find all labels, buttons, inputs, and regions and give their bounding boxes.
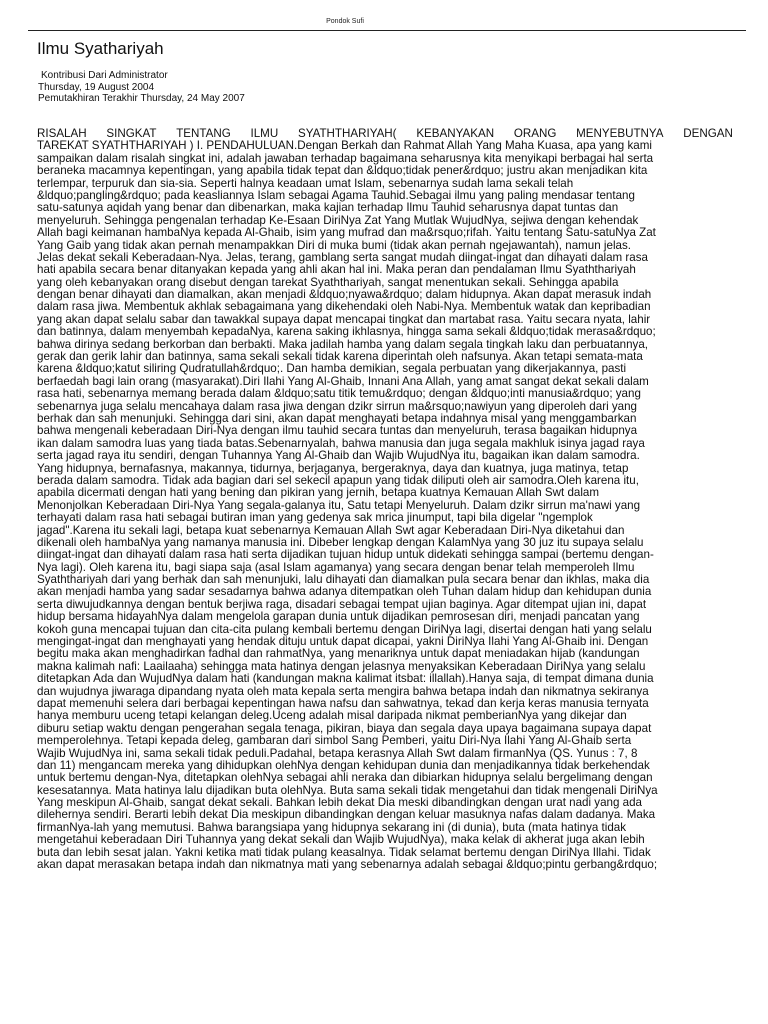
article-body-line: kokoh guna mencapai tujuan dan cita-cita pulang kembali bertemu dengan DiriNya lagi, disertai dengan hati yang selalu xyxy=(37,622,652,636)
article-body-word: RISALAH xyxy=(37,128,87,140)
article-body-line: bahwa mengenali keberadaan Diri-Nya dengan ilmu tauhid secara tuntas dan menyeluruh, terasa bagaikan hidupnya xyxy=(37,424,638,438)
article-body-line: jagad".Karena itu sekali lagi, betapa kuat sebenarnya Kemauan Allah Swt agar Keberadaan Diri-Nya diketahui dan xyxy=(37,523,625,537)
article-body-line: satu-satunya aqidah yang benar dan dibenarkan, maka kajian terhadap Ilmu Tauhid seharusnya dapat tuntas dan xyxy=(37,201,619,215)
article-body-line: hati apabila secara benar ditanyakan kepada yang ahli akan hal ini. Maka peran dan pendalaman Ilmu Syaththariyah xyxy=(37,263,636,277)
last-updated: Pemutakhiran Terakhir Thursday, 24 May 2007 xyxy=(38,93,245,104)
article-body-line: akan menjadi hamba yang sadar sesadarnya bahwa adanya ditempatkan oleh Tuhan dalam hidup dan kehidupan dunia xyxy=(37,585,652,599)
article-body-line: diburu setiap waktu dengan pengerahan segala tenaga, pikiran, biaya dan segala daya upaya bagaimana supaya dapat xyxy=(37,721,652,735)
article-body-word: MENYEBUTNYA xyxy=(576,128,664,140)
article-body-word: SYATHTHARIYAH( xyxy=(297,128,397,140)
article-body-line: kesesatannya. Mata hatinya lalu dijadikan buta olehNya. Buta sama sekali tidak mengetahui dan tidak mengenali DiriNya xyxy=(37,783,658,797)
article-body-word: ORANG xyxy=(513,128,557,140)
article-body-line: yang oleh kebanyakan orang disebut dengan tarekat Syaththariyah, sangat menentukan sekali. Sehingga apabila xyxy=(37,275,619,289)
article-body-lines xyxy=(37,140,768,871)
site-name: Pondok Sufi xyxy=(326,18,364,25)
article-body-line: begitu maka akan menghadirkan fadhal dan rahmatNya, yang menariknya untuk dapat meniadakan hijab (kandungan xyxy=(37,647,640,661)
article-body-line: Menonjolkan Keberadaan Diri-Nya Yang segala-galanya itu, Satu tetapi Menyeluruh. Dalam dzikr sirrun ma'nawi yang xyxy=(37,498,641,512)
article-body-line: Yang meskipun Al-Ghaib, sangat dekat sekali. Bahkan lebih dekat Dia meski dibandingkan dengan urat nadi yang ada xyxy=(37,796,642,810)
article-body-line: untuk bertemu dengan-Nya, ditetapkan olehNya sebagai ahli neraka dan dibiarkan hidupnya selalu bergelimang dengan xyxy=(37,771,653,785)
article-body-line: ditetapkan Ada dan WujudNya dalam hati (kandungan makna kalimat itsbat: illallah).Hanya saja, di tempat dimana dunia xyxy=(37,672,654,686)
article-body-line: terhayati dalam rasa hati sebagai butiran iman yang gedenya sak mrica jinumput, tapi bila digelar "ngemplok xyxy=(37,511,593,525)
article-body-line: makna kalimah nafi: Laailaaha) sehingga mata hatinya dengan jelasnya menyaksikan Keberadaan DiriNya yang selalu xyxy=(37,659,646,673)
article-body-line: ikan dalam samodra luas yang tiada batas.Sebenarnyalah, bahwa manusia dan juga segala makhluk isinya jagad raya xyxy=(37,436,645,450)
article-body-line: gerak dan gerik lahir dan batinnya, sama sekali sekali tidak karena diperintah oleh nafsunya. Akan tetapi semata-mata xyxy=(37,350,643,364)
article-body-line: Yang hidupnya, bernafasnya, makannya, tidurnya, berjaganya, bergeraknya, daya dan kuatnya, juga matinya, tetap xyxy=(37,461,629,475)
header-divider xyxy=(28,30,746,31)
article-body-line: diingat-ingat dan dihayati dalam rasa hati serta dijadikan tujuan hidup untuk didekati sehingga sampai (bertemu dengan- xyxy=(37,548,654,562)
article-body-line: buta dan lebih sesat jalan. Yakni ketika mati tidak pulang keasalnya. Tidak selamat bertemu dengan DiriNya Illahi. Tidak xyxy=(37,845,651,859)
article-body-line: dan wujudnya jiwaraga dipandang nyata oleh mata kepala serta mengira bahwa betapa indah dan nikmatnya sekiranya xyxy=(37,684,649,698)
page-header xyxy=(0,18,690,25)
article-body-line: &ldquo;pangling&rdquo; pada keasliannya Islam sebagai Agama Tauhid.Sebagai ilmu yang paling mendasar tentang xyxy=(37,188,635,202)
article-body-line: dan 11) mengancam mereka yang dihidupkan olehNya dengan kehidupan dunia dan menjadikannya tidak berkehendak xyxy=(37,758,650,772)
article-body-line: dikenali oleh hambaNya yang namanya manusia ini. Dibeber lengkap dengan KalamNya yang 30 juz itu supaya selalu xyxy=(37,535,644,549)
article-title: Ilmu Syathariyah xyxy=(37,39,164,58)
publish-date: Thursday, 19 August 2004 xyxy=(38,81,155,93)
article-body-line: mengingat-ingat dan menghayati yang hendak dituju untuk dapat dicapai, yakni DiriNya Ilahi Yang Al-Ghaib ini. Dengan xyxy=(37,635,649,649)
article-body-line: Allah bagi keimanan hambaNya kepada Al-Ghaib, isim yang mufrad dan ma&rsquo;rifah. Yaitu tentang Satu-satuNya Zat xyxy=(37,226,656,240)
article-body-line: serta jagad raya itu sendiri, dengan Tuhannya Yang Al-Ghaib dan Wajib WujudNya itu, bagaikan ikan dalam samodra. xyxy=(37,449,640,463)
article-body-line: yang akan dapat selalu sabar dan tawakkal supaya dapat mencapai tingkat dan martabat rasa. Yaitu secara nyata, lahir xyxy=(37,312,651,326)
article-body-line: Yang Gaib yang tidak akan pernah menampakkan Diri di muka bumi (tidak akan pernah ngejawantah), namun jelas. xyxy=(37,238,631,252)
article-body-line: dan batinnya, dalam menyembah kepadaNya, karena saking ikhlasnya, hingga sama sekali &ldquo;tidak merasa&rdquo; xyxy=(37,325,656,339)
article-body-line: sebenarnya juga selalu mencahaya dalam rasa jiwa dengan dzikr sirrun ma&rsquo;nawiyun yang diperoleh dari yang xyxy=(37,399,638,413)
article-body-word: TENTANG xyxy=(176,128,231,140)
article-body-word: DENGAN xyxy=(683,128,733,140)
article-meta xyxy=(38,70,245,105)
article-body-line: hidup bersama hidayahNya dalam mengelola garapan dunia untuk dijadikan pemrosesan diri, menjadi pancatan yang xyxy=(37,610,640,624)
article-body-line: dilehernya sendiri. Berarti lebih dekat Dia meskipun dibandingkan dengan keluar masuknya nafas dalam dadanya. Maka xyxy=(37,808,656,822)
article-body-line: terlempar, terpuruk dan sia-sia. Seperti halnya keadaan umat Islam, sebenarnya sudah lama sekali telah xyxy=(37,176,574,190)
article-body-line: firmanNya-lah yang memutusi. Bahwa barangsiapa yang hidupnya sekarang ini (di dunia), buta (mata hatinya tidak xyxy=(37,820,627,834)
article-body-line: TAREKAT SYATHTHARIYAH ) I. PENDAHULUAN.Dengan Berkah dan Rahmat Allah Yang Maha Kuasa, apa yang kami xyxy=(37,139,652,153)
article-body-line: Nya lagi). Oleh karena itu, bagi siapa saja (asal Islam agamanya) yang secara dengan benar telah memperoleh Ilmu xyxy=(37,560,635,574)
article-body-line: beraneka macamnya kepentingan, yang apabila tidak tepat dan &ldquo;tidak pener&rdquo; justru akan menjadikan kita xyxy=(37,164,648,178)
article-body-line: dengan benar dihayati dan diamalkan, akan menjadi &ldquo;nyawa&rdquo; dalam hidupnya. Akan dapat merasuk indah xyxy=(37,288,652,302)
article-body-word: SINGKAT xyxy=(106,128,157,140)
article-body-line: akan dapat merasakan betapa indah dan nikmatnya mati yang sebenarnya adalah sebagai &ldquo;pintu gerbang&rdquo; xyxy=(37,858,658,872)
article-body-line: sampaikan dalam risalah singkat ini, adalah jawaban terhadap bagaimana seharusnya kita menyikapi berbagai hal serta xyxy=(37,151,654,165)
article-body-line: hanya memburu uceng tetapi kelangan deleg.Uceng adalah misal daripada nikmat pemberianNya yang dikejar dan xyxy=(37,709,627,723)
article-body-line: menyeluruh. Sehingga pengenalan terhadap Ke-Esaan DiriNya Zat Yang Mutlak WujudNya, sejiwa dengan kehendak xyxy=(37,213,639,227)
article-body-line: rasa hati, sebenarnya memang berada dalam &ldquo;satu titik temu&rdquo; dengan &ldquo;inti manusia&rdquo; yang xyxy=(37,387,641,401)
article-body-line: berhak dan sah menunjuki. Sehingga dari sini, akan dapat menghayati betapa indahnya misal yang menggambarkan xyxy=(37,411,637,425)
article-body-line: Wajib WujudNya ini, sama sekali tidak peduli.Padahal, betapa kerasnya Allah Swt dalam firmanNya (QS. Yunus : 7, 8 xyxy=(37,746,638,760)
article-body-line: memperolehnya. Tetapi kepada deleg, gambaran dari simbol Sang Pemberi, yaitu Diri-Nya Ilahi Yang Al-Ghaib serta xyxy=(37,734,632,748)
article-body-word: ILMU xyxy=(250,128,279,140)
article-body-line: karena &ldquo;katut siliring Qudratullah&rdquo;. Dan hamba demikian, segala perbuatan yang dikerjakannya, pasti xyxy=(37,362,627,376)
article-body-line: bahwa dirinya sedang berkorban dan berbakti. Maka jadilah hamba yang dalam segala tingkah laku dan perbuatannya, xyxy=(37,337,649,351)
article-body-line: Syaththariyah dari yang berhak dan sah menunjuki, lalu dihayati dan diamalkan pula secara benar dan ikhlas, maka dia xyxy=(37,573,650,587)
article-body-line: Jelas dekat sekali Keberadaan-Nya. Jelas, terang, gamblang serta sangat mudah diingat-ingat dan dihayati dalam rasa xyxy=(37,250,648,264)
article-body-line: serta diwujudkannya dengan bentuk berjiwa raga, disadari sebagai tempat ujian baginya. Agar ditempat ujian ini, dapat xyxy=(37,597,647,611)
article-body-line: dalam rasa jiwa. Membentuk akhlak sebagaimana yang dikehendaki oleh Nabi-Nya. Membentuk watak dan kepribadian xyxy=(37,300,651,314)
article-body xyxy=(37,128,768,1024)
article-body-line: dapat memenuhi selera dari berbagai kepentingan hawa nafsu dan sahwatnya, tekad dan kerja keras manusia ternyata xyxy=(37,696,649,710)
article-body-line: berfaedah bagi lain orang (masyarakat).Diri Ilahi Yang Al-Ghaib, Innani Ana Allah, yang amat sangat dekat sekali dalam xyxy=(37,374,649,388)
article-body-line: berada dalam samodra. Tidak ada bagian dari sel sekecil apapun yang tidak diliputi oleh air samodra.Oleh karena itu, xyxy=(37,473,639,487)
article-body-word: KEBANYAKAN xyxy=(416,128,495,140)
article-body-line: mengetahui keberadaan Diri Tuhannya yang dekat sekali dan Wajib WujudNya), maka kelak di akherat juga akan lebih xyxy=(37,833,645,847)
article-body-line: apabila dicermati dengan hati yang bening dan pikiran yang jernih, betapa kuatnya Kemauan Allah Swt dalam xyxy=(37,486,600,500)
contributor-line: Kontribusi Dari Administrator xyxy=(41,70,168,81)
